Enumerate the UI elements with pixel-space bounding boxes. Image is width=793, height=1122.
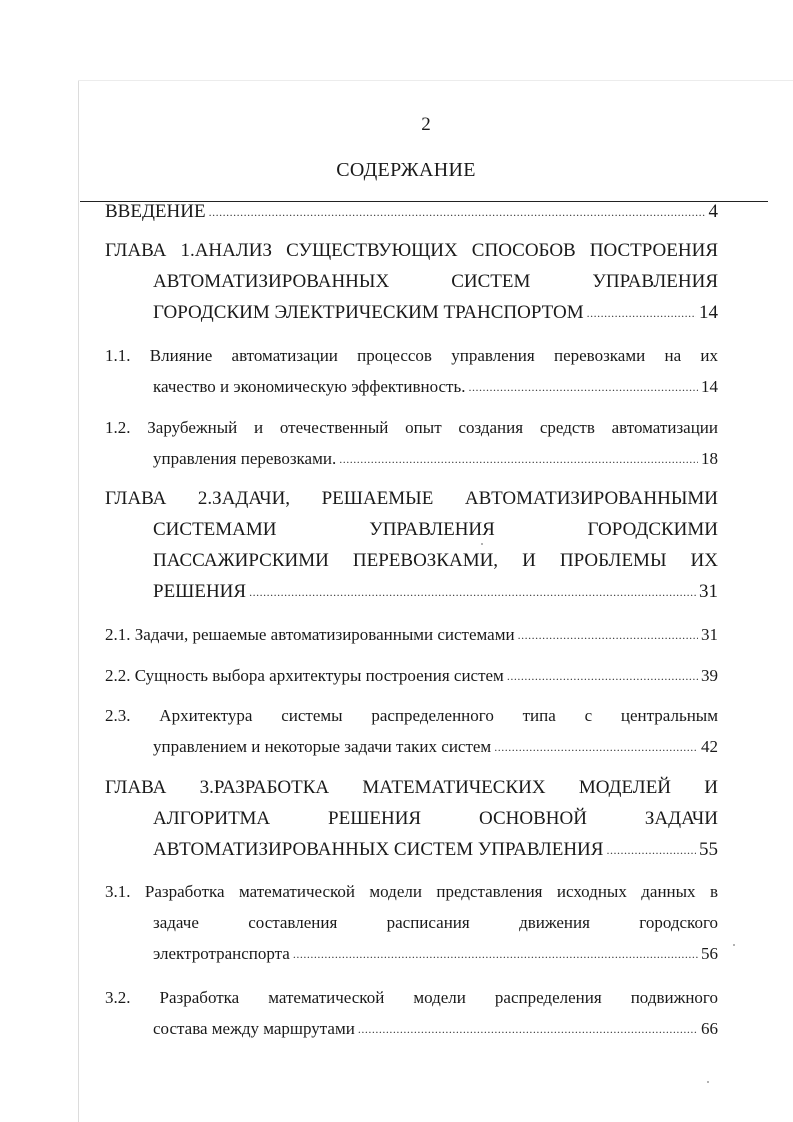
toc-entry-title: РЕШЕНИЯ [153,581,247,602]
scan-speck [733,944,735,946]
toc-entry-title: управления перевозками. [153,449,337,468]
leader-dots [494,732,698,763]
leader-dots [606,835,696,866]
toc-entry-2-1[interactable] [105,619,718,650]
toc-entry-line: 1.2. Зарубежный и отечественный опыт создания средств автоматизации [105,418,718,437]
toc-entry-line: 2.3. Архитектура системы распределенного типа с центральным [105,706,718,725]
toc-entry-title: электротранспорта [153,944,290,963]
toc-entry-line: 3.1. Разработка математической модели представления исходных данных в [105,882,718,901]
page-number: 2 [421,114,431,135]
toc-entry-3-1[interactable] [105,876,718,969]
toc-entry-1-2[interactable] [105,412,718,474]
toc-entry-title: ВВЕДЕНИЕ [105,201,206,222]
toc-entry-line: 1.1. Влияние автоматизации процессов управления перевозками на их [105,346,718,365]
toc-entry-line: АВТОМАТИЗИРОВАННЫХ СИСТЕМ УПРАВЛЕНИЯ [153,271,718,292]
leader-dots [293,939,698,970]
toc-page-number: 56 [701,944,718,963]
toc-entry-title: управлением и некоторые задачи таких систем [153,737,492,756]
toc-page-number: 39 [701,666,718,685]
toc-page-number: 14 [701,377,718,396]
toc-entry-title: 2.2. Сущность выбора архитектуры построения систем [105,666,504,685]
toc-entry-line: ГЛАВА 1.АНАЛИЗ СУЩЕСТВУЮЩИХ СПОСОБОВ ПОСТРОЕНИЯ [105,240,718,261]
toc-page-number: 55 [699,839,718,860]
toc-entry-intro[interactable] [105,196,718,227]
toc-entry-line: ГЛАВА 3.РАЗРАБОТКА МАТЕМАТИЧЕСКИХ МОДЕЛЕЙ И [105,777,718,798]
toc-page-number: 31 [699,581,718,602]
leader-dots [339,444,698,475]
toc-entry-3-2[interactable] [105,982,718,1044]
scan-left-edge [78,80,79,1122]
leader-dots [587,298,696,329]
toc-page-number: 18 [701,449,718,468]
toc-entry-1-1[interactable] [105,340,718,402]
scan-speck [707,1081,709,1083]
leader-dots [209,197,706,228]
toc-entry-line: АЛГОРИТМА РЕШЕНИЯ ОСНОВНОЙ ЗАДАЧИ [153,808,718,829]
toc-entry-chapter-1[interactable] [105,235,718,328]
toc-page-number: 4 [708,201,718,222]
toc-entry-title: ГОРОДСКИМ ЭЛЕКТРИЧЕСКИМ ТРАНСПОРТОМ [153,302,584,323]
leader-dots [358,1014,698,1045]
page-title: СОДЕРЖАНИЕ [336,159,476,181]
toc-page-number: 14 [699,302,718,323]
toc-page-number: 31 [701,625,718,644]
toc-entry-title: состава между маршрутами [153,1019,355,1038]
toc-entry-line: ПАССАЖИРСКИМИ ПЕРЕВОЗКАМИ, И ПРОБЛЕМЫ ИХ [153,550,718,571]
leader-dots [249,577,696,608]
toc-entry-line: 3.2. Разработка математической модели распределения подвижного [105,988,718,1007]
toc-entry-chapter-2[interactable] [105,483,718,607]
toc-entry-title: АВТОМАТИЗИРОВАННЫХ СИСТЕМ УПРАВЛЕНИЯ [153,839,604,860]
leader-dots [518,620,698,651]
toc-page-number: 66 [701,1019,718,1038]
toc-entry-line: СИСТЕМАМИ УПРАВЛЕНИЯ ГОРОДСКИМИ [153,519,718,540]
leader-dots [507,661,698,692]
toc-entry-line: задаче составления расписания движения городского [153,913,718,932]
toc-entry-title: 2.1. Задачи, решаемые автоматизированными системами [105,625,515,644]
scan-top-edge [78,80,793,81]
toc-entry-2-3[interactable] [105,700,718,762]
toc-entry-2-2[interactable] [105,660,718,691]
toc-entry-title: качество и экономическую эффективность. [153,377,466,396]
leader-dots [468,372,698,403]
toc-page-number: 42 [701,737,718,756]
toc-entry-chapter-3[interactable] [105,772,718,865]
scan-speck [481,543,483,545]
toc-entry-line: ГЛАВА 2.ЗАДАЧИ, РЕШАЕМЫЕ АВТОМАТИЗИРОВАННЫМИ [105,488,718,509]
